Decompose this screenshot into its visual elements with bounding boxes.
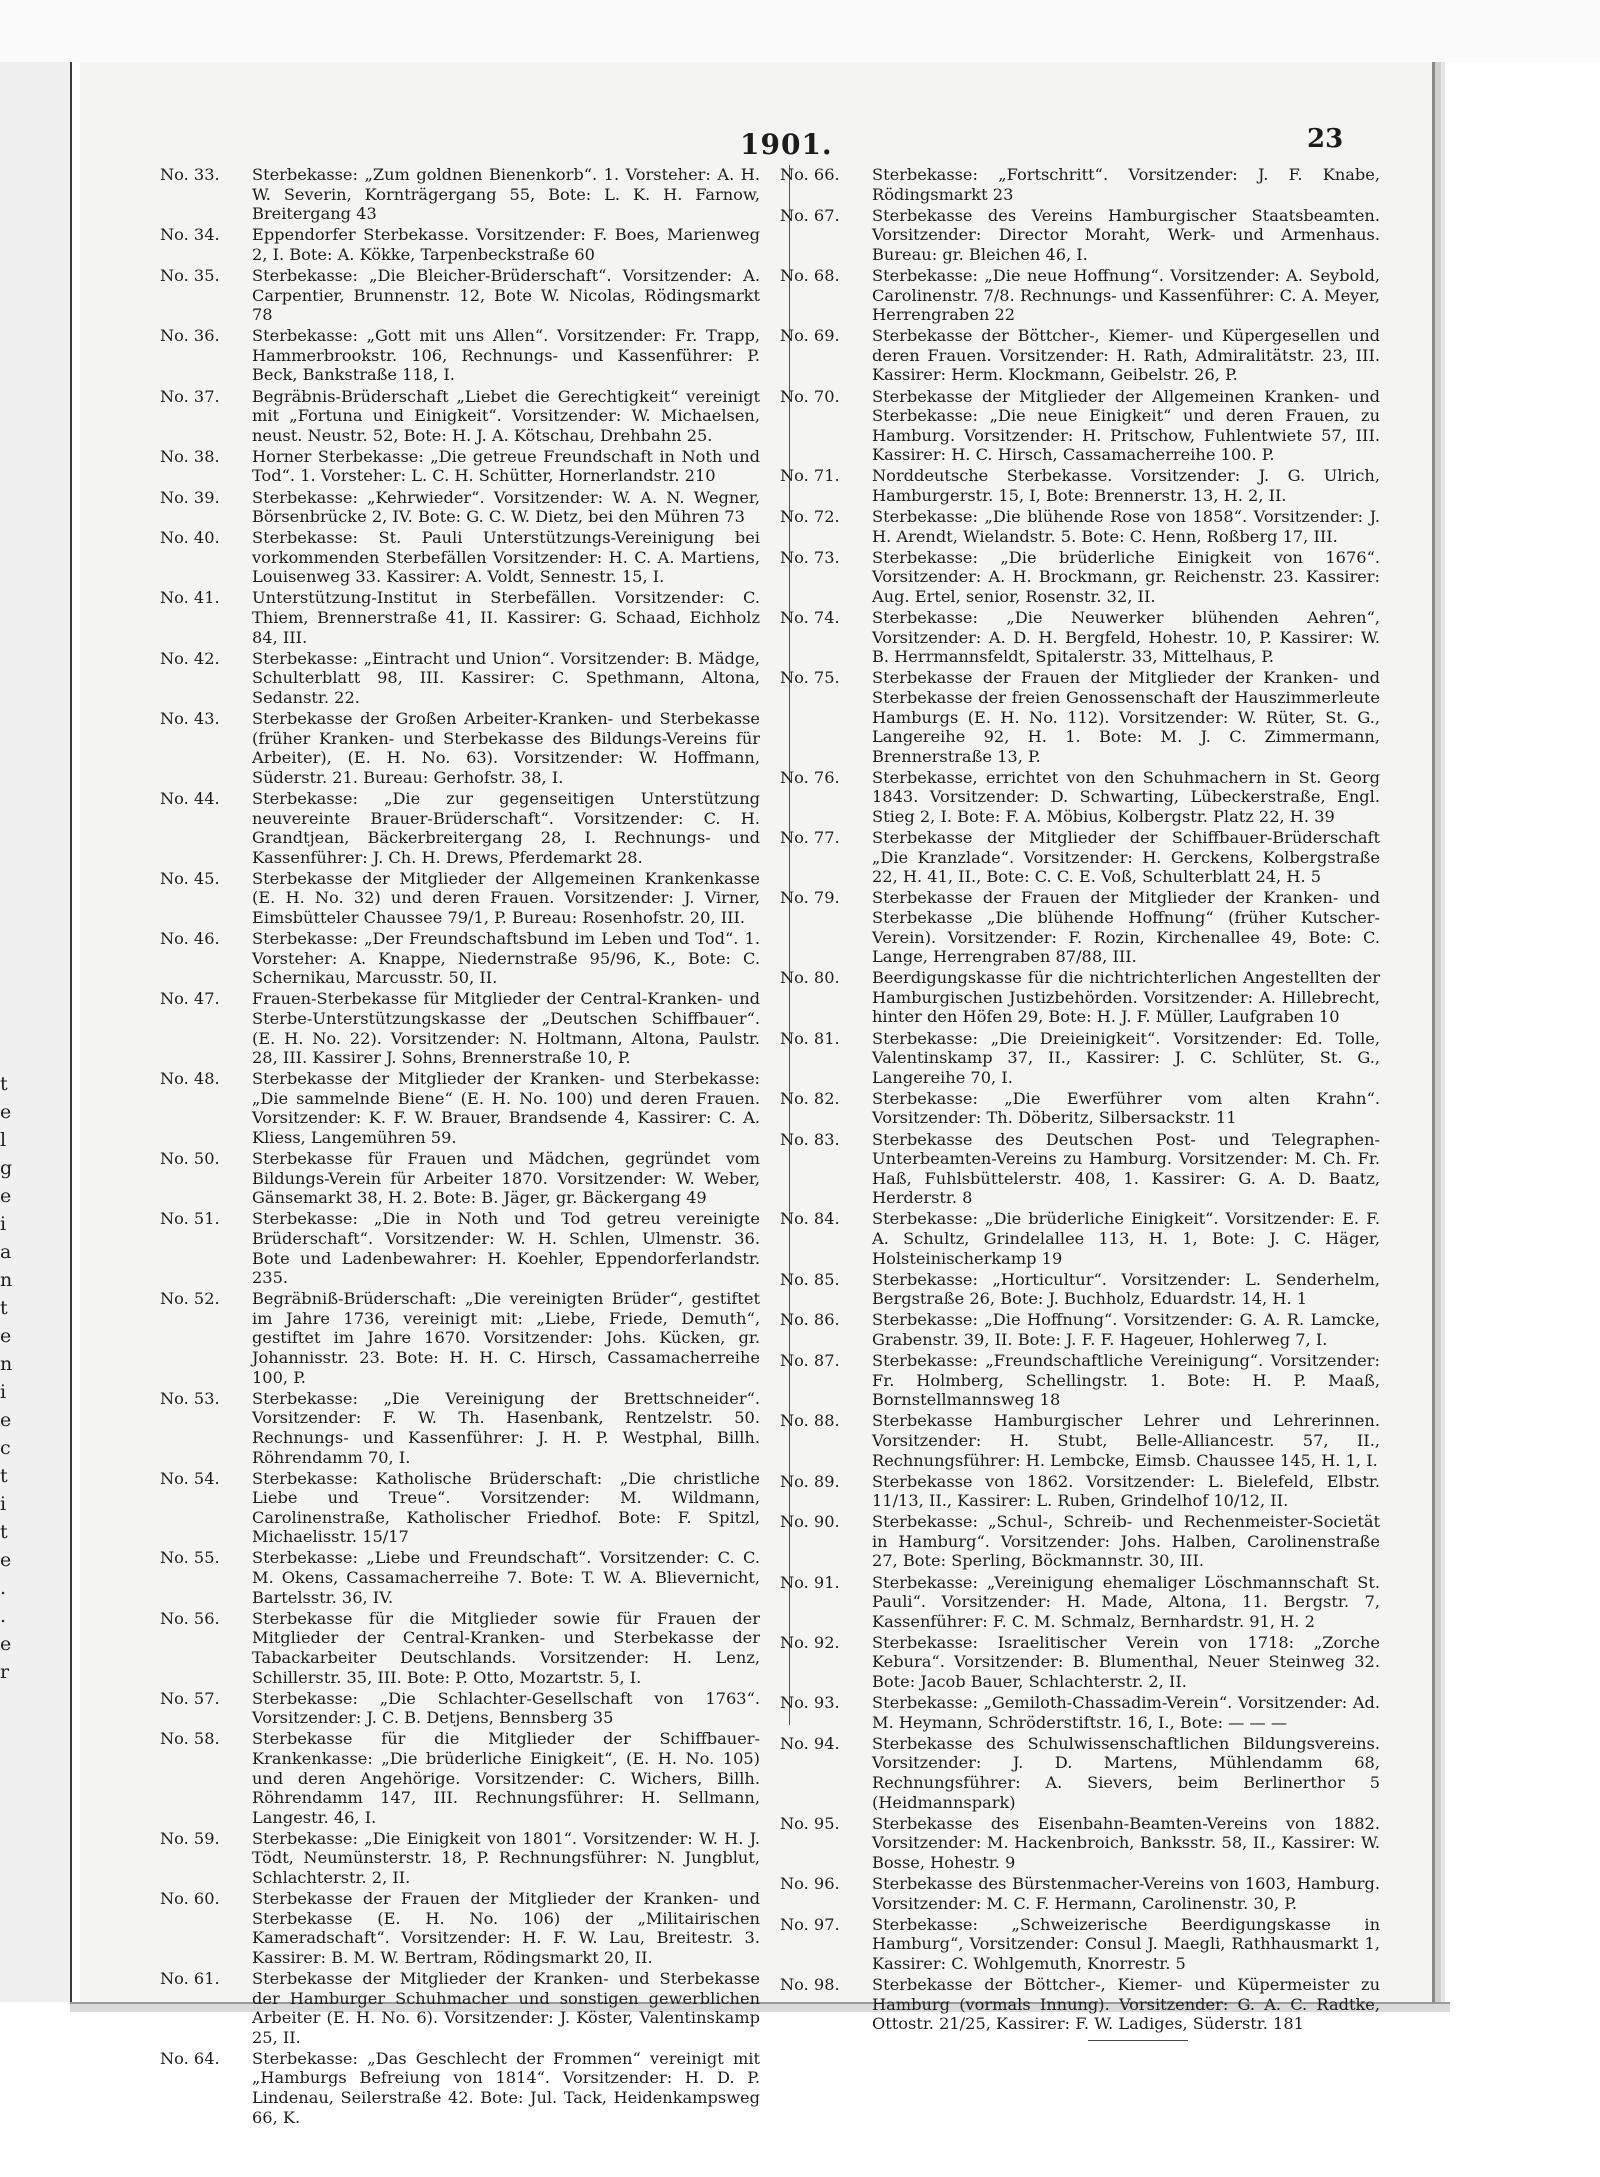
directory-entry (780, 1975, 1380, 2034)
entry-text: Sterbekasse der Frauen der Mitglieder der Kranken- und Sterbekasse „Die blühende Hoffnung“ (früher Kutscher-Verein). Vorsitzender: F. Rozin, Kirchenallee 49, Bote: C. Lange, Herrengraben 87/88, III. (872, 888, 1380, 967)
entry-text: Sterbekasse der Großen Arbeiter-Kranken- und Sterbekasse (früher Kranken- und Sterbekasse des Bildungs-Vereins für Arbeiter), (E. H. No. 63). Vorsitzender: W. Hoffmann, Süderstr. 21. Bureau: Gerhofstr. 38, I. (252, 709, 760, 787)
entry-text: Sterbekasse: „Die in Noth und Tod getreu vereinigte Brüderschaft“. Vorsitzender: W. H. Schlen, Ulmenstr. 36. Bote und Ladenbewahrer: H. Koehler, Eppendorferlandstr. 235. (252, 1209, 760, 1288)
directory-entry (780, 326, 1380, 385)
entry-text: Sterbekasse der Mitglieder der Allgemeinen Krankenkasse (E. H. No. 32) und deren Frauen. Vorsitzender: J. Virner, Eimsbütteler Chaussee 79/1, P. Bureau: Rosenhofstr. 20, III. (252, 868, 760, 927)
directory-entry (160, 326, 760, 385)
entry-number: No. 92. (780, 1632, 840, 1652)
directory-entry (160, 447, 760, 486)
entry-text: Sterbekasse: „Zum goldnen Bienenkorb“. 1. Vorsteher: A. H. W. Severin, Kornträgergang 55, Bote: L. K. H. Farnow, Breitergang 43 (252, 165, 760, 224)
entry-number: No. 39. (160, 487, 220, 507)
entry-text: Sterbekasse: „Schweizerische Beerdigungskasse in Hamburg“, Vorsitzender: Consul J. Maegli, Rathhausmarkt 1, Kassirer: C. Wohlgemuth, Knorrestr. 5 (872, 1914, 1380, 1973)
left-column (160, 165, 760, 2129)
page-year-heading: 1901. (740, 128, 833, 161)
prev-page-glyph: . (0, 1577, 7, 1599)
directory-entry (780, 1089, 1380, 1128)
entry-number: No. 77. (780, 828, 840, 848)
entry-text: Sterbekasse der Mitglieder der Kranken- und Sterbekasse der Hamburger Schuhmacher und sonstigen gewerblichen Arbeiter (E. H. No. 6). Vorsitzender: J. Köster, Valentinskamp 25, II. (252, 1968, 760, 2047)
entry-text: Sterbekasse: „Die brüderliche Einigkeit“. Vorsitzender: E. F. A. Schultz, Grindelallee 113, H. 1, Bote: J. C. Häger, Holsteinischerkamp 19 (872, 1209, 1380, 1268)
prev-page-glyph: i (0, 1493, 7, 1515)
entry-text: Sterbekasse des Eisenbahn-Beamten-Vereins von 1882. Vorsitzender: M. Hackenbroich, Banksstr. 58, II., Kassirer: W. Bosse, Hohestr. 9 (872, 1813, 1380, 1872)
entry-number: No. 38. (160, 446, 220, 466)
entry-text: Sterbekasse der Böttcher-, Kiemer- und Küpermeister zu Hamburg (vormals Innung). Vorsitzender: G. A. C. Radtke, Ottostr. 21/25, Kassirer: F. W. Ladiges, Süderstr. 181 (872, 1974, 1380, 2034)
directory-entry (780, 1693, 1380, 1732)
entry-number: No. 64. (160, 2048, 220, 2068)
prev-page-glyph: i (0, 1381, 7, 1403)
entry-text: Sterbekasse: „Die Vereinigung der Brettschneider“. Vorsitzender: F. W. Th. Hasenbank, Rentzelstr. 50. Rechnungs- und Kassenführer: J. H. P. Westphal, Billh. Röhrendamm 70, I. (252, 1388, 760, 1467)
entry-number: No. 40. (160, 528, 220, 548)
entry-text: Sterbekasse der Frauen der Mitglieder der Kranken- und Sterbekasse der freien Genossenschaft der Hauszimmerleute Hamburgs (E. H. No. 112). Vorsitzender: W. Rüter, St. G., Langereihe 92, H. 1. Bote: M. J. C. Zimmermann, Brennerstraße 13, P. (872, 668, 1380, 766)
entry-number: No. 86. (780, 1310, 840, 1330)
entry-number: No. 36. (160, 326, 220, 346)
directory-entry (780, 1310, 1380, 1349)
previous-page-edge (0, 62, 72, 2002)
entry-text: Sterbekasse: Katholische Brüderschaft: „Die christliche Liebe und Treue“. Vorsitzender: M. Wildmann, Carolinenstraße, Katholischer Friedhof. Bote: F. Spitzl, Michaelisstr. 15/17 (252, 1468, 760, 1547)
directory-entry (780, 768, 1380, 827)
prev-page-glyph: e (0, 1185, 12, 1207)
directory-entry (160, 1149, 760, 1208)
directory-entry (780, 1573, 1380, 1632)
entry-number: No. 73. (780, 547, 840, 567)
directory-entry (780, 1734, 1380, 1812)
directory-entry (780, 548, 1380, 607)
directory-entry (160, 266, 760, 325)
entry-number: No. 43. (160, 709, 220, 729)
directory-entry (160, 1689, 760, 1728)
prev-page-glyph: n (0, 1269, 13, 1291)
entry-text: Sterbekasse: „Der Freundschaftsbund im Leben und Tod“. 1. Vorsteher: A. Knappe, Niedernstraße 95/96, K., Bote: C. Schernikau, Marcusstr. 50, II. (252, 929, 760, 988)
entry-text: Sterbekasse: „Eintracht und Union“. Vorsitzender: B. Mädge, Schulterblatt 98, III. Kassirer: C. Spethmann, Altona, Sedanstr. 22. (252, 648, 760, 707)
entry-number: No. 47. (160, 989, 220, 1009)
entry-number: No. 48. (160, 1069, 220, 1089)
entry-number: No. 61. (160, 1968, 220, 1988)
directory-entry (160, 1969, 760, 2047)
entry-text: Sterbekasse, errichtet von den Schuhmachern in St. Georg 1843. Vorsitzender: D. Schwarting, Lübeckerstraße, Engl. Stieg 2, I. Bote: F. A. Möbius, Kolbergstr. Platz 22, H. 39 (872, 767, 1380, 826)
entry-text: Sterbekasse: „Freundschaftliche Vereinigung“. Vorsitzender: Fr. Holmberg, Schellingstr. 1. Bote: H. P. Maaß, Bornstellmannsweg 18 (872, 1351, 1380, 1410)
entry-number: No. 67. (780, 205, 840, 225)
entry-number: No. 81. (780, 1028, 840, 1048)
entry-text: Sterbekasse: „Horticultur“. Vorsitzender: L. Senderhelm, Bergstraße 26, Bote: J. Buchholz, Eduardstr. 14, H. 1 (872, 1269, 1380, 1309)
entry-number: No. 91. (780, 1572, 840, 1592)
entry-text: Sterbekasse: „Die brüderliche Einigkeit von 1676“. Vorsitzender: A. H. Brockmann, gr. Reichenstr. 23. Kassirer: Aug. Ertel, senior, Rosenstr. 32, II. (872, 547, 1380, 606)
directory-entry (160, 989, 760, 1067)
entry-text: Sterbekasse: „Gott mit uns Allen“. Vorsitzender: Fr. Trapp, Hammerbrookstr. 106, Rechnungs- und Kassenführer: P. Beck, Bankstraße 118, I. (252, 326, 760, 385)
entry-text: Sterbekasse: „Die Schlachter-Gesellschaft von 1763“. Vorsitzender: J. C. B. Detjens, Bennsberg 35 (252, 1688, 760, 1728)
directory-entry (160, 2049, 760, 2127)
entry-number: No. 80. (780, 968, 840, 988)
entry-number: No. 94. (780, 1733, 840, 1753)
entry-number: No. 53. (160, 1388, 220, 1408)
entry-text: Sterbekasse: „Das Geschlecht der Frommen“ vereinigt mit „Hamburgs Befreiung von 1814“. Vorsitzender: H. D. P. Lindenau, Seilerstraße 42. Bote: Jul. Tack, Heidenkampsweg 66, K. (252, 2048, 760, 2127)
entry-number: No. 37. (160, 386, 220, 406)
entry-number: No. 89. (780, 1471, 840, 1491)
entry-number: No. 58. (160, 1729, 220, 1749)
entry-number: No. 59. (160, 1828, 220, 1848)
directory-entry (160, 649, 760, 708)
directory-entry (160, 1729, 760, 1827)
entry-number: No. 85. (780, 1269, 840, 1289)
directory-entry (160, 929, 760, 988)
entry-text: Sterbekasse: „Liebe und Freundschaft“. Vorsitzender: C. C. M. Okens, Cassamacherreihe 7. Bote: T. W. A. Blievernicht, Bartelsstr. 36, IV. (252, 1548, 760, 1607)
previous-page-text-fragments (0, 1070, 20, 1686)
entry-number: No. 75. (780, 668, 840, 688)
entry-text: Sterbekasse: „Die Ewerführer vom alten Krahn“. Vorsitzender: Th. Döberitz, Silbersackstr. 11 (872, 1088, 1380, 1128)
entry-text: Sterbekasse der Frauen der Mitglieder der Kranken- und Sterbekasse (E. H. No. 106) der „Militairischen Kameradschaft“. Vorsitzender: H. F. W. Lau, Breitestr. 3. Kassirer: B. M. W. Bertram, Rödingsmarkt 20, II. (252, 1889, 760, 1967)
entry-text: Begräbnis-Brüderschaft „Liebet die Gerechtigkeit“ vereinigt mit „Fortuna und Einigkeit“. Vorsitzender: W. Michaelsen, neust. Neustr. 52, Bote: H. J. A. Kötschau, Drehbahn 25. (252, 386, 760, 445)
entry-number: No. 50. (160, 1149, 220, 1169)
prev-page-glyph: l (0, 1129, 7, 1151)
entry-number: No. 41. (160, 588, 220, 608)
prev-page-glyph: t (0, 1521, 8, 1543)
entry-text: Sterbekasse: „Die zur gegenseitigen Unterstützung neuvereinte Brauer-Brüderschaft“. Vorsitzender: C. H. Grandtjean, Bäckerbreitergang 28, I. Rechnungs- und Kassenführer: J. Ch. H. Drews, Pferdemarkt 28. (252, 788, 760, 867)
directory-entry (780, 668, 1380, 766)
prev-page-glyph: e (0, 1409, 12, 1431)
entry-text: Sterbekasse der Böttcher-, Kiemer- und Küpergesellen und deren Frauen. Vorsitzender: H. Rath, Admiralitätstr. 23, III. Kassirer: Herm. Klockmann, Geibelstr. 26, P. (872, 326, 1380, 385)
entry-number: No. 74. (780, 608, 840, 628)
entry-number: No. 70. (780, 386, 840, 406)
directory-entry (780, 507, 1380, 546)
directory-entry (780, 1814, 1380, 1873)
directory-entry (780, 608, 1380, 667)
entry-number: No. 97. (780, 1914, 840, 1934)
directory-entry (780, 1472, 1380, 1511)
entry-number: No. 87. (780, 1351, 840, 1371)
entry-text: Sterbekasse: „Die Bleicher-Brüderschaft“. Vorsitzender: A. Carpentier, Brunnenstr. 12, Bote W. Nicolas, Rödingsmarkt 78 (252, 265, 760, 325)
directory-entry (780, 1633, 1380, 1692)
entry-number: No. 82. (780, 1088, 840, 1108)
entry-text: Sterbekasse des Vereins Hamburgischer Staatsbeamten. Vorsitzender: Director Moraht, Werk- und Armenhaus. Bureau: gr. Bleichen 46, I. (872, 205, 1380, 264)
directory-entry (780, 828, 1380, 887)
page-number: 23 (1307, 124, 1344, 154)
entry-number: No. 34. (160, 225, 220, 245)
entry-text: Sterbekasse des Bürstenmacher-Vereins von 1603, Hamburg. Vorsitzender: M. C. F. Hermann, Carolinenstr. 30, P. (872, 1873, 1380, 1913)
entry-text: Sterbekasse: „Fortschritt“. Vorsitzender: J. F. Knabe, Rödingsmarkt 23 (872, 165, 1380, 204)
directory-entry (160, 225, 760, 264)
directory-entry (780, 1029, 1380, 1088)
entry-number: No. 72. (780, 507, 840, 527)
entry-number: No. 46. (160, 929, 220, 949)
entry-text: Norddeutsche Sterbekasse. Vorsitzender: J. G. Ulrich, Hamburgerstr. 15, I, Bote: Brennerstr. 13, H. 2, II. (872, 466, 1380, 505)
directory-entry (780, 1130, 1380, 1208)
entry-text: Sterbekasse der Mitglieder der Kranken- und Sterbekasse: „Die sammelnde Biene“ (E. H. No. 100) und deren Frauen. Vorsitzender: K. F. W. Brauer, Brandsende 4, Kassirer: C. A. Kliess, Langemühren 59. (252, 1069, 760, 1147)
entry-text: Sterbekasse: „Die Dreieinigkeit“. Vorsitzender: Ed. Tolle, Valentinskamp 37, II., Kassirer: J. C. Schlüter, St. G., Langereihe 70, I. (872, 1028, 1380, 1087)
entry-number: No. 35. (160, 265, 220, 285)
directory-entry (780, 1411, 1380, 1470)
entry-text: Eppendorfer Sterbekasse. Vorsitzender: F. Boes, Marienweg 2, I. Bote: A. Kökke, Tarpenbeckstraße 60 (252, 225, 760, 264)
entry-number: No. 51. (160, 1209, 220, 1229)
directory-entry (780, 968, 1380, 1027)
entry-number: No. 33. (160, 165, 220, 184)
entry-number: No. 69. (780, 326, 840, 346)
directory-entry (160, 588, 760, 647)
entry-text: Horner Sterbekasse: „Die getreue Freundschaft in Noth und Tod“. 1. Vorsteher: L. C. H. Schütter, Hornerlandstr. 210 (252, 446, 760, 486)
entry-number: No. 57. (160, 1688, 220, 1708)
entry-text: Sterbekasse: „Die Neuwerker blühenden Aehren“, Vorsitzender: A. D. H. Bergfeld, Hohestr. 10, P. Kassirer: W. B. Herrmannsfeldt, Spitalerstr. 33, Mittelhaus, P. (872, 608, 1380, 667)
entry-text: Sterbekasse: „Kehrwieder“. Vorsitzender: W. A. N. Wegner, Börsenbrücke 2, IV. Bote: G. C. W. Dietz, bei den Mühren 73 (252, 487, 760, 527)
prev-page-glyph: e (0, 1549, 12, 1571)
entry-text: Sterbekasse für Frauen und Mädchen, gegründet vom Bildungs-Verein für Arbeiter 1870. Vorsitzender: W. Weber, Gänsemarkt 38, H. 2. Bote: B. Jäger, gr. Bäckergang 49 (252, 1149, 760, 1208)
directory-entry (780, 1270, 1380, 1309)
directory-entry (160, 789, 760, 867)
entry-text: Begräbniß-Brüderschaft: „Die vereinigten Brüder“, gestiftet im Jahre 1736, vereinigt mit: „Liebe, Friede, Demuth“, gestiftet im Jahre 1670. Vorsitzender: Johs. Kücken, gr. Johannisstr. 23. Bote: H. H. C. Hirsch, Cassamacherreihe 100, P. (252, 1289, 760, 1387)
prev-page-glyph: n (0, 1353, 13, 1375)
entry-number: No. 90. (780, 1512, 840, 1532)
directory-entry (780, 1351, 1380, 1410)
end-rule (1088, 2040, 1188, 2041)
entry-number: No. 83. (780, 1129, 840, 1149)
entry-number: No. 95. (780, 1813, 840, 1833)
directory-entry (160, 1548, 760, 1607)
entry-number: No. 79. (780, 888, 840, 908)
entry-text: Sterbekasse: „Die Hoffnung“. Vorsitzender: G. A. R. Lamcke, Grabenstr. 39, II. Bote: J. F. F. Hageuer, Hohlerweg 7, I. (872, 1310, 1380, 1349)
directory-entry (780, 466, 1380, 505)
entry-number: No. 45. (160, 868, 220, 888)
entry-text: Sterbekasse: „Die blühende Rose von 1858“. Vorsitzender: J. H. Arendt, Wielandstr. 5. Bote: C. Henn, Roßberg 17, III. (872, 507, 1380, 546)
entry-text: Sterbekasse Hamburgischer Lehrer und Lehrerinnen. Vorsitzender: H. Stubt, Belle-Alliancestr. 57, II., Rechnungsführer: H. Lembcke, Eimsb. Chaussee 145, H. 1, I. (872, 1411, 1380, 1470)
directory-entry (160, 1829, 760, 1888)
prev-page-glyph: r (0, 1661, 10, 1683)
directory-entry (780, 888, 1380, 966)
entry-number: No. 42. (160, 648, 220, 668)
directory-entry (160, 488, 760, 527)
directory-entry (160, 869, 760, 928)
prev-page-glyph: t (0, 1073, 8, 1095)
entry-text: Sterbekasse: „Schul-, Schreib- und Rechenmeister-Societät in Hamburg“. Vorsitzender: Johs. Halben, Carolinenstraße 27, Bote: Sperling, Böckmannstr. 30, III. (872, 1512, 1380, 1571)
directory-entry (160, 709, 760, 787)
entry-text: Sterbekasse des Deutschen Post- und Telegraphen-Unterbeamten-Vereins zu Hamburg. Vorsitzender: M. Ch. Fr. Haß, Fuhlsbüttelerstr. 408, 1. Kassirer: G. A. D. Baatz, Herderstr. 8 (872, 1129, 1380, 1208)
directory-entry (160, 1289, 760, 1387)
prev-page-glyph: t (0, 1465, 8, 1487)
directory-entry (780, 266, 1380, 325)
directory-entry (160, 528, 760, 587)
entry-number: No. 71. (780, 466, 840, 486)
entry-number: No. 54. (160, 1468, 220, 1488)
entry-number: No. 84. (780, 1209, 840, 1229)
directory-entry (160, 1389, 760, 1467)
prev-page-glyph: a (0, 1241, 12, 1263)
right-column (780, 165, 1380, 2041)
directory-entry (780, 1209, 1380, 1268)
scan-background (0, 0, 1600, 62)
directory-entry (780, 165, 1380, 204)
directory-entry (780, 206, 1380, 265)
entry-number: No. 88. (780, 1411, 840, 1431)
prev-page-glyph: e (0, 1633, 12, 1655)
directory-entry (780, 387, 1380, 465)
entry-text: Beerdigungskasse für die nichtrichterlichen Angestellten der Hamburgischen Justizbehörden. Vorsitzender: A. Hillebrecht, hinter den Höfen 29, Bote: H. J. F. Müller, Laufgraben 10 (872, 968, 1380, 1027)
directory-entry (780, 1874, 1380, 1913)
entry-text: Frauen-Sterbekasse für Mitglieder der Central-Kranken- und Sterbe-Unterstützungskasse der „Deutschen Schiffbauer“. (E. H. No. 22). Vorsitzender: N. Holtmann, Altona, Paulstr. 28, III. Kassirer J. Sohns, Brennerstraße 10, P. (252, 989, 760, 1068)
entry-number: No. 52. (160, 1289, 220, 1309)
directory-entry (160, 387, 760, 446)
directory-entry (160, 1069, 760, 1147)
entry-number: No. 55. (160, 1548, 220, 1568)
prev-page-glyph: e (0, 1101, 12, 1123)
prev-page-glyph: . (0, 1605, 7, 1627)
entry-text: Sterbekasse von 1862. Vorsitzender: L. Bielefeld, Elbstr. 11/13, II., Kassirer: L. Ruben, Grindelhof 10/12, II. (872, 1471, 1380, 1511)
entry-number: No. 96. (780, 1873, 840, 1893)
entry-text: Unterstützung-Institut in Sterbefällen. Vorsitzender: C. Thiem, Brennerstraße 41, II. Kassirer: G. Schaad, Eichholz 84, III. (252, 588, 760, 647)
directory-entry (160, 1469, 760, 1547)
prev-page-glyph: c (0, 1437, 11, 1459)
directory-entry (780, 1512, 1380, 1571)
entry-number: No. 44. (160, 788, 220, 808)
entry-text: Sterbekasse: „Vereinigung ehemaliger Löschmannschaft St. Pauli“. Vorsitzender: H. Made, Altona, 11. Bergstr. 7, Kassenführer: F. C. M. Schmalz, Bernhardstr. 91, H. 2 (872, 1572, 1380, 1631)
entry-text: Sterbekasse des Schulwissenschaftlichen Bildungsvereins. Vorsitzender: J. D. Martens, Mühlendamm 68, Rechnungsführer: A. Sievers, beim Berlinerthor 5 (Heidmannspark) (872, 1733, 1380, 1812)
entry-text: Sterbekasse für die Mitglieder sowie für Frauen der Mitglieder der Central-Kranken- und Sterbekasse der Tabackarbeiter Deutschlands. Vorsitzender: H. Lenz, Schillerstr. 35, III. Bote: P. Otto, Mozartstr. 5, I. (252, 1608, 760, 1687)
entry-number: No. 68. (780, 265, 840, 285)
prev-page-glyph: g (0, 1157, 13, 1179)
entry-number: No. 60. (160, 1889, 220, 1909)
entry-text: Sterbekasse: Israelitischer Verein von 1718: „Zorche Kebura“. Vorsitzender: B. Blumenthal, Neuer Steinweg 32. Bote: Jacob Bauer, Schlachterstr. 2, II. (872, 1632, 1380, 1692)
directory-entry (160, 1889, 760, 1967)
entry-text: Sterbekasse der Mitglieder der Schiffbauer-Brüderschaft „Die Kranzlade“. Vorsitzender: H. Gerckens, Kolbergstraße 22, H. 41, II., Bote: C. C. E. Voß, Schulterblatt 24, H. 5 (872, 828, 1380, 887)
directory-entry (160, 1209, 760, 1287)
entry-text: Sterbekasse: „Die Einigkeit von 1801“. Vorsitzender: W. H. J. Tödt, Neumünsterstr. 18, P. Rechnungsführer: N. Jungblut, Schlachterstr. 2, II. (252, 1828, 760, 1887)
entry-text: Sterbekasse für die Mitglieder der Schiffbauer-Krankenkasse: „Die brüderliche Einigkeit“, (E. H. No. 105) und deren Angehörige. Vorsitzender: C. Wichers, Billh. Röhrendamm 147, III. Rechnungsführer: H. Sellmann, Langestr. 46, I. (252, 1729, 760, 1827)
entry-number: No. 98. (780, 1974, 840, 1994)
entry-number: No. 56. (160, 1608, 220, 1628)
prev-page-glyph: e (0, 1325, 12, 1347)
entry-text: Sterbekasse der Mitglieder der Allgemeinen Kranken- und Sterbekasse: „Die neue Einigkeit“ und deren Frauen, zu Hamburg. Vorsitzender: H. Pritschow, Fuhlentwiete 57, III. Kassirer: H. C. Hirsch, Cassamacherreihe 100. P. (872, 386, 1380, 465)
prev-page-glyph: i (0, 1213, 7, 1235)
prev-page-glyph: t (0, 1297, 8, 1319)
entry-text: Sterbekasse: St. Pauli Unterstützungs-Vereinigung bei vorkommenden Sterbefällen Vorsitzender: H. C. A. Martiens, Louisenweg 33. Kassirer: A. Voldt, Sennestr. 15, I. (252, 528, 760, 587)
directory-entry (160, 1609, 760, 1687)
entry-number: No. 66. (780, 165, 840, 184)
entry-number: No. 76. (780, 767, 840, 787)
directory-entry (780, 1915, 1380, 1974)
entry-text: Sterbekasse: „Die neue Hoffnung“. Vorsitzender: A. Seybold, Carolinenstr. 7/8. Rechnungs- und Kassenführer: C. A. Meyer, Herrengraben 22 (872, 265, 1380, 325)
entry-number: No. 93. (780, 1693, 840, 1713)
directory-entry (160, 165, 760, 224)
entry-text: Sterbekasse: „Gemiloth-Chassadim-Verein“. Vorsitzender: Ad. M. Heymann, Schröderstiftstr. 16, I., Bote: — — — (872, 1693, 1380, 1732)
